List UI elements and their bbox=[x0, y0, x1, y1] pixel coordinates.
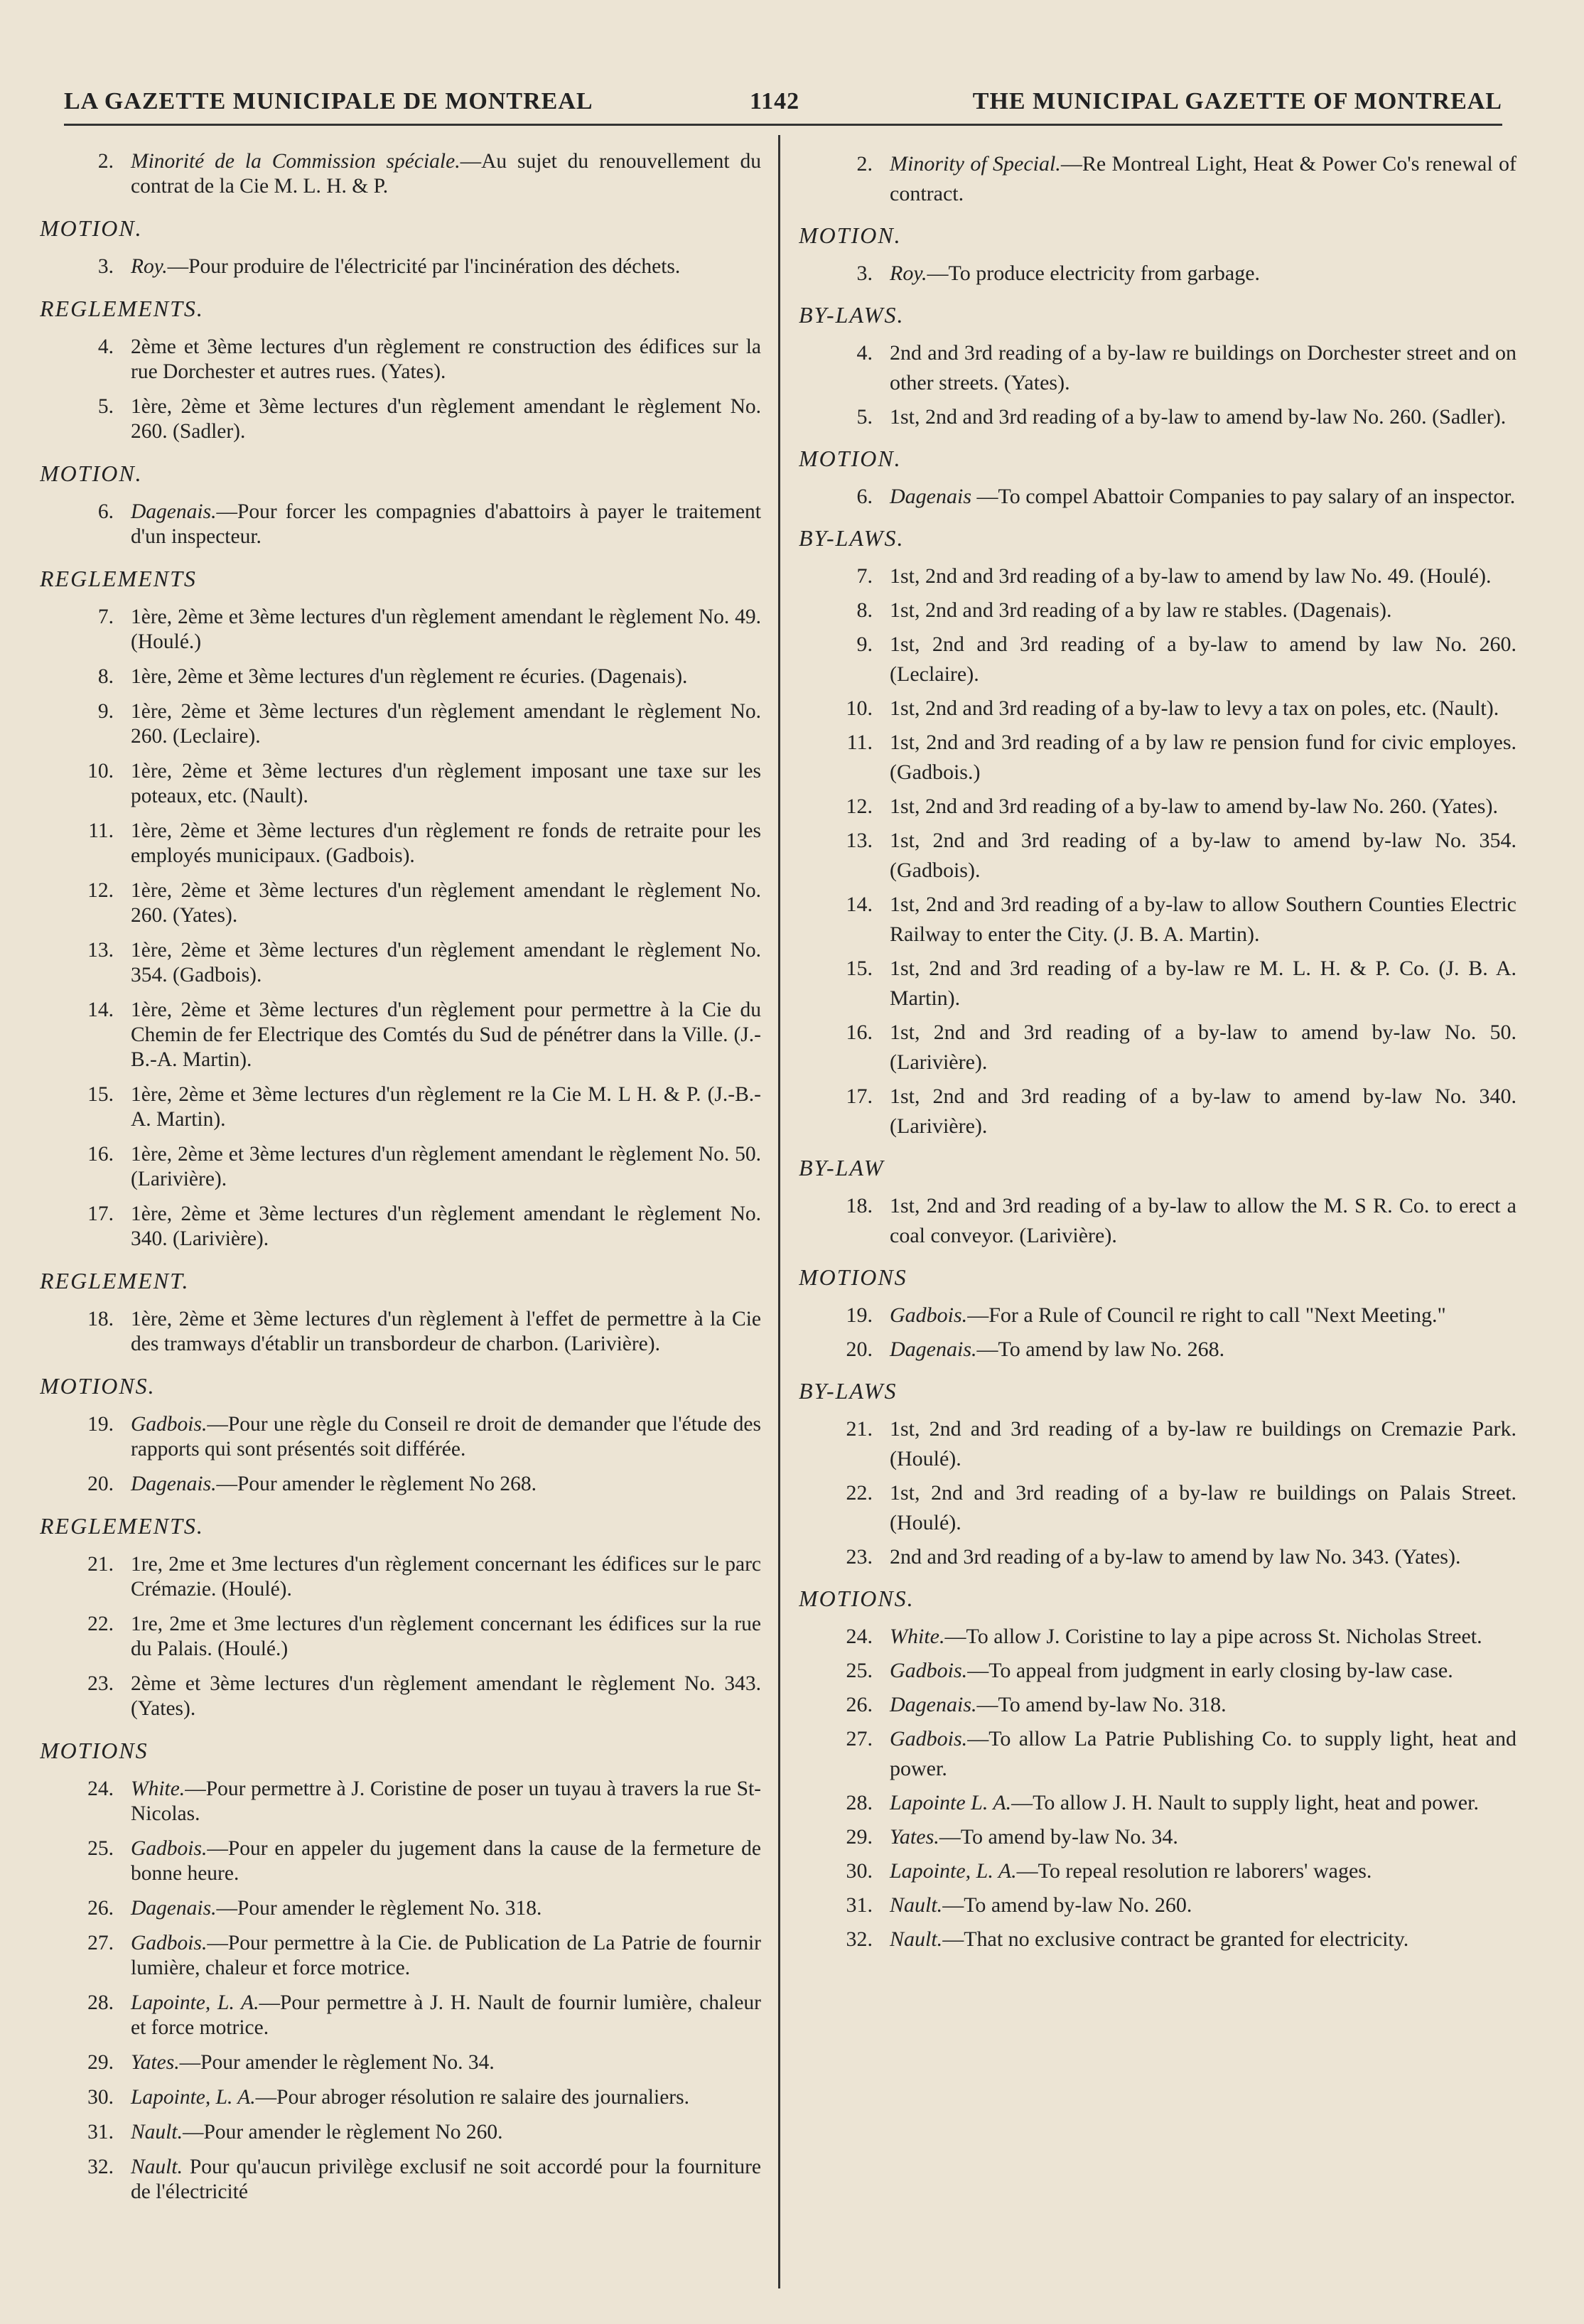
agenda-item bbox=[40, 878, 761, 928]
item-body bbox=[131, 819, 761, 868]
agenda-item bbox=[40, 2155, 761, 2205]
item-body bbox=[131, 1202, 761, 1252]
item-text: 2ème et 3ème lectures d'un règlement re construction des édifices sur la rue Dorchester et autres rues. (Yates). bbox=[131, 335, 761, 383]
section-heading: MOTION. bbox=[40, 461, 143, 486]
agenda-item bbox=[40, 1836, 761, 1886]
item-number: 13. bbox=[846, 829, 873, 852]
agenda-item bbox=[40, 998, 761, 1072]
item-mover-name: Roy. bbox=[890, 262, 927, 285]
item-number: 27. bbox=[846, 1727, 873, 1750]
item-text: 1re, 2me et 3me lectures d'un règlement concernant les édifices sur le parc Crémazie. (Houlé). bbox=[131, 1553, 761, 1601]
item-mover-name: Lapointe, L. A. bbox=[131, 2086, 256, 2109]
agenda-item bbox=[40, 665, 761, 689]
item-number: 20. bbox=[87, 1473, 114, 1495]
item-text: —To amend by law No. 268. bbox=[976, 1338, 1225, 1361]
item-text: —Pour abroger résolution re salaire des journaliers. bbox=[255, 2086, 689, 2109]
item-mover-name: Dagenais. bbox=[131, 1473, 217, 1495]
item-text: —To amend by-law No. 318. bbox=[976, 1693, 1227, 1716]
section-heading: MOTIONS bbox=[40, 1738, 149, 1763]
item-number: 19. bbox=[846, 1303, 873, 1327]
item-number: 2. bbox=[97, 150, 114, 173]
item-body bbox=[131, 605, 761, 655]
item-number: 32. bbox=[87, 2156, 114, 2178]
item-text: —Pour amender le règlement No. 318. bbox=[216, 1897, 542, 1920]
agenda-item bbox=[799, 890, 1516, 949]
item-text: —Pour amender le règlement No 260. bbox=[182, 2121, 503, 2143]
agenda-item bbox=[799, 338, 1516, 398]
item-body bbox=[890, 1822, 1516, 1852]
item-text: —To amend by-law No. 260. bbox=[942, 1893, 1192, 1917]
agenda-item bbox=[40, 1777, 761, 1827]
agenda-item bbox=[40, 500, 761, 549]
agenda-item bbox=[40, 1991, 761, 2040]
item-mover-name: Minority of Special. bbox=[890, 152, 1061, 176]
item-body bbox=[131, 254, 761, 279]
item-body bbox=[890, 1925, 1516, 1954]
section-heading: BY-LAWS. bbox=[799, 302, 905, 328]
item-body bbox=[131, 1307, 761, 1357]
item-text: —Pour permettre à la Cie. de Publication de La Patrie de fournir lumière, chaleur et force motrice. bbox=[131, 1932, 761, 1979]
item-text: —Pour permettre à J. H. Nault de fournir lumière, chaleur et force motrice. bbox=[131, 1991, 761, 2039]
agenda-item bbox=[40, 149, 761, 199]
agenda-item bbox=[40, 1552, 761, 1602]
item-text: —Pour produire de l'électricité par l'incinération des déchets. bbox=[167, 255, 681, 278]
item-text: 1st, 2nd and 3rd reading of a by-law to amend by-law No. 354. (Gadbois). bbox=[890, 829, 1516, 882]
item-number: 11. bbox=[846, 731, 873, 754]
item-body bbox=[890, 596, 1516, 625]
item-number: 25. bbox=[87, 1837, 114, 1860]
item-body bbox=[890, 482, 1516, 512]
item-number: 25. bbox=[846, 1659, 873, 1682]
agenda-item bbox=[40, 254, 761, 279]
item-body bbox=[890, 1656, 1516, 1686]
item-mover-name: Dagenais. bbox=[890, 1693, 977, 1716]
item-body bbox=[131, 1991, 761, 2040]
agenda-item bbox=[799, 561, 1516, 591]
item-text: —That no exclusive contract be granted for electricity. bbox=[942, 1927, 1409, 1951]
item-text: 1st, 2nd and 3rd reading of a by-law re buildings on Cremazie Park. (Houlé). bbox=[890, 1417, 1516, 1470]
item-body bbox=[131, 1472, 761, 1497]
header-title-french: LA GAZETTE MUNICIPALE DE MONTREAL bbox=[64, 88, 593, 114]
item-text: 2nd and 3rd reading of a by-law to amend by law No. 343. (Yates). bbox=[890, 1545, 1461, 1569]
item-number: 17. bbox=[87, 1203, 114, 1225]
item-body bbox=[131, 1672, 761, 1721]
item-mover-name: Dagenais bbox=[890, 485, 971, 508]
section-heading: MOTION. bbox=[799, 222, 902, 248]
agenda-item bbox=[799, 1788, 1516, 1818]
item-number: 31. bbox=[846, 1893, 873, 1917]
item-body bbox=[890, 561, 1516, 591]
section-heading: REGLEMENTS. bbox=[40, 1513, 204, 1539]
item-mover-name: Lapointe, L. A. bbox=[131, 1991, 259, 2014]
item-text: —To appeal from judgment in early closing by-law case. bbox=[967, 1659, 1453, 1682]
item-text: —To allow La Patrie Publishing Co. to supply light, heat and power. bbox=[890, 1727, 1516, 1780]
item-body bbox=[131, 2085, 761, 2110]
item-text: 1ère, 2ème et 3ème lectures d'un règlement re fonds de retraite pour les employés municipaux. (Gadbois). bbox=[131, 819, 761, 867]
agenda-item bbox=[799, 1542, 1516, 1572]
item-body bbox=[890, 1890, 1516, 1920]
item-body bbox=[890, 728, 1516, 787]
item-body bbox=[890, 402, 1516, 432]
item-mover-name: Gadbois. bbox=[890, 1659, 968, 1682]
section-heading: REGLEMENTS bbox=[40, 566, 197, 591]
agenda-item bbox=[799, 1690, 1516, 1720]
item-body bbox=[890, 826, 1516, 886]
item-number: 30. bbox=[87, 2086, 114, 2109]
item-body bbox=[131, 759, 761, 809]
item-number: 9. bbox=[97, 700, 114, 723]
item-number: 4. bbox=[856, 341, 873, 365]
item-number: 8. bbox=[856, 598, 873, 622]
item-text: 1ère, 2ème et 3ème lectures d'un règlement amendant le règlement No. 354. (Gadbois). bbox=[131, 939, 761, 986]
agenda-item bbox=[799, 1414, 1516, 1474]
agenda-item bbox=[799, 482, 1516, 512]
item-number: 28. bbox=[846, 1791, 873, 1814]
item-mover-name: Gadbois. bbox=[131, 1413, 208, 1436]
item-number: 14. bbox=[846, 893, 873, 916]
item-body bbox=[131, 938, 761, 988]
item-text: 1ère, 2ème et 3ème lectures d'un règlement imposant une taxe sur les poteaux, etc. (Nault). bbox=[131, 760, 761, 807]
english-column bbox=[799, 149, 1516, 2274]
item-number: 18. bbox=[87, 1308, 114, 1330]
item-text: 1ère, 2ème et 3ème lectures d'un règlement re écuries. (Dagenais). bbox=[131, 665, 688, 688]
item-mover-name: Minorité de la Commission spéciale. bbox=[131, 150, 460, 173]
item-body bbox=[131, 2120, 761, 2145]
item-mover-name: Dagenais. bbox=[890, 1338, 977, 1361]
item-body bbox=[890, 1018, 1516, 1077]
item-body bbox=[890, 149, 1516, 209]
item-body bbox=[890, 1788, 1516, 1818]
item-number: 21. bbox=[87, 1553, 114, 1576]
item-body bbox=[131, 1931, 761, 1981]
item-body bbox=[131, 1412, 761, 1462]
item-text: —Pour une règle du Conseil re droit de demander que l'étude des rapports qui sont présentés soit différée. bbox=[131, 1413, 761, 1460]
item-body bbox=[131, 1082, 761, 1132]
agenda-item bbox=[40, 1082, 761, 1132]
item-number: 17. bbox=[846, 1085, 873, 1108]
item-number: 9. bbox=[856, 633, 873, 656]
agenda-item bbox=[40, 1202, 761, 1252]
item-text: 1st, 2nd and 3rd reading of a by-law to amend by-law No. 340. (Larivière). bbox=[890, 1085, 1516, 1138]
agenda-item bbox=[40, 2050, 761, 2075]
french-column bbox=[40, 149, 761, 2274]
item-body bbox=[131, 1836, 761, 1886]
agenda-item bbox=[799, 954, 1516, 1013]
item-mover-name: Yates. bbox=[890, 1825, 939, 1849]
item-mover-name: Nault. bbox=[890, 1927, 943, 1951]
item-body bbox=[890, 259, 1516, 289]
agenda-item bbox=[40, 605, 761, 655]
item-text: 1re, 2me et 3me lectures d'un règlement concernant les édifices sur la rue du Palais. (Houlé.) bbox=[131, 1613, 761, 1660]
item-number: 7. bbox=[856, 564, 873, 588]
column-divider bbox=[778, 135, 780, 2288]
agenda-item bbox=[40, 1142, 761, 1192]
item-text: —To produce electricity from garbage. bbox=[927, 262, 1261, 285]
item-text: —For a Rule of Council re right to call "Next Meeting." bbox=[967, 1303, 1446, 1327]
item-mover-name: Dagenais. bbox=[131, 500, 217, 523]
agenda-item bbox=[799, 1890, 1516, 1920]
section-heading: MOTIONS. bbox=[799, 1586, 915, 1611]
item-number: 6. bbox=[97, 500, 114, 523]
agenda-item bbox=[799, 1656, 1516, 1686]
section-heading: MOTION. bbox=[799, 446, 902, 471]
item-number: 32. bbox=[846, 1927, 873, 1951]
item-number: 24. bbox=[87, 1777, 114, 1800]
item-number: 31. bbox=[87, 2121, 114, 2143]
item-number: 20. bbox=[846, 1338, 873, 1361]
item-number: 3. bbox=[856, 262, 873, 285]
agenda-item bbox=[799, 1925, 1516, 1954]
item-body bbox=[131, 149, 761, 199]
item-number: 16. bbox=[87, 1143, 114, 1166]
agenda-item bbox=[40, 1472, 761, 1497]
item-text: 2nd and 3rd reading of a by-law re buildings on Dorchester street and on other streets. (Yates). bbox=[890, 341, 1516, 394]
item-number: 23. bbox=[846, 1545, 873, 1569]
item-number: 18. bbox=[846, 1194, 873, 1217]
item-number: 15. bbox=[846, 957, 873, 980]
item-text: 1st, 2nd and 3rd reading of a by-law to allow the M. S R. Co. to erect a coal conveyor. (Larivière). bbox=[890, 1194, 1516, 1247]
agenda-item bbox=[799, 1018, 1516, 1077]
item-text: 1ère, 2ème et 3ème lectures d'un règlement amendant le règlement No. 340. (Larivière). bbox=[131, 1203, 761, 1250]
item-mover-name: Lapointe, L. A. bbox=[890, 1859, 1017, 1883]
agenda-item bbox=[799, 402, 1516, 432]
item-body bbox=[131, 1612, 761, 1662]
agenda-item bbox=[799, 259, 1516, 289]
item-body bbox=[890, 1082, 1516, 1141]
agenda-item bbox=[40, 1307, 761, 1357]
item-text: —To allow J. H. Nault to supply light, heat and power. bbox=[1011, 1791, 1479, 1814]
section-heading: MOTIONS bbox=[799, 1264, 907, 1290]
item-body bbox=[890, 630, 1516, 689]
item-number: 7. bbox=[97, 606, 114, 628]
item-number: 27. bbox=[87, 1932, 114, 1954]
agenda-item bbox=[799, 596, 1516, 625]
item-number: 15. bbox=[87, 1083, 114, 1106]
item-body bbox=[131, 878, 761, 928]
item-body bbox=[890, 1335, 1516, 1365]
agenda-item bbox=[40, 938, 761, 988]
item-text: 1st, 2nd and 3rd reading of a by-law to amend by-law No. 260. (Sadler). bbox=[890, 405, 1507, 429]
item-number: 13. bbox=[87, 939, 114, 962]
item-text: 1st, 2nd and 3rd reading of a by law re stables. (Dagenais). bbox=[890, 598, 1392, 622]
section-heading: BY-LAW bbox=[799, 1155, 885, 1180]
agenda-item bbox=[799, 1856, 1516, 1886]
item-mover-name: Nault. bbox=[131, 2156, 183, 2178]
item-body bbox=[890, 1622, 1516, 1652]
item-text: —Pour amender le règlement No 268. bbox=[216, 1473, 537, 1495]
item-body bbox=[131, 394, 761, 444]
agenda-item bbox=[799, 826, 1516, 886]
section-heading: REGLEMENTS. bbox=[40, 296, 204, 321]
item-body bbox=[890, 792, 1516, 822]
item-text: 2ème et 3ème lectures d'un règlement amendant le règlement No. 343. (Yates). bbox=[131, 1672, 761, 1720]
item-body bbox=[131, 2155, 761, 2205]
item-text: —To allow J. Coristine to lay a pipe across St. Nicholas Street. bbox=[944, 1625, 1482, 1648]
item-body bbox=[890, 890, 1516, 949]
item-mover-name: Nault. bbox=[131, 2121, 183, 2143]
item-text: 1st, 2nd and 3rd reading of a by-law to amend by law No. 260. (Leclaire). bbox=[890, 633, 1516, 686]
item-text: 1st, 2nd and 3rd reading of a by-law to levy a tax on poles, etc. (Nault). bbox=[890, 696, 1499, 720]
section-heading: MOTIONS. bbox=[40, 1373, 156, 1399]
agenda-item bbox=[799, 792, 1516, 822]
item-body bbox=[890, 1690, 1516, 1720]
item-body bbox=[890, 1542, 1516, 1572]
item-number: 2. bbox=[856, 152, 873, 176]
item-number: 6. bbox=[856, 485, 873, 508]
item-number: 12. bbox=[87, 879, 114, 902]
item-number: 19. bbox=[87, 1413, 114, 1436]
agenda-item bbox=[40, 1896, 761, 1921]
item-text: —Pour amender le règlement No. 34. bbox=[179, 2051, 495, 2074]
item-number: 5. bbox=[97, 395, 114, 418]
item-text: —Pour permettre à J. Coristine de poser un tuyau à travers la rue St-Nicolas. bbox=[131, 1777, 761, 1825]
item-mover-name: White. bbox=[131, 1777, 185, 1800]
item-mover-name: White. bbox=[890, 1625, 945, 1648]
section-heading: BY-LAWS. bbox=[799, 525, 905, 551]
item-body bbox=[890, 694, 1516, 723]
agenda-item bbox=[40, 394, 761, 444]
agenda-item bbox=[799, 1301, 1516, 1330]
agenda-item bbox=[799, 1724, 1516, 1784]
agenda-item bbox=[799, 1822, 1516, 1852]
agenda-item bbox=[40, 759, 761, 809]
item-body bbox=[890, 954, 1516, 1013]
item-body bbox=[131, 2050, 761, 2075]
item-text: —To amend by-law No. 34. bbox=[939, 1825, 1178, 1849]
item-text: —Pour forcer les compagnies d'abattoirs à payer le traitement d'un inspecteur. bbox=[131, 500, 761, 548]
item-text: —Re Montreal Light, Heat & Power Co's renewal of contract. bbox=[890, 152, 1516, 205]
item-number: 14. bbox=[87, 999, 114, 1021]
agenda-item bbox=[40, 819, 761, 868]
agenda-item bbox=[799, 630, 1516, 689]
item-text: 1ère, 2ème et 3ème lectures d'un règlement à l'effet de permettre à la Cie des tramways d'établir un transbordeur de charbon. (Larivière). bbox=[131, 1308, 761, 1355]
item-number: 10. bbox=[87, 760, 114, 782]
item-text: 1st, 2nd and 3rd reading of a by-law to allow Southern Counties Electric Railway to enter the City. (J. B. A. Martin). bbox=[890, 893, 1516, 946]
item-number: 10. bbox=[846, 696, 873, 720]
item-number: 22. bbox=[846, 1481, 873, 1505]
agenda-item bbox=[40, 2120, 761, 2145]
item-text: —Au sujet du renouvellement du contrat de la Cie M. L. H. & P. bbox=[131, 150, 761, 198]
item-body bbox=[131, 665, 761, 689]
item-body bbox=[131, 500, 761, 549]
agenda-item bbox=[799, 1191, 1516, 1251]
item-mover-name: Gadbois. bbox=[890, 1303, 968, 1327]
item-text: 1ère, 2ème et 3ème lectures d'un règlement amendant le règlement No. 260. (Sadler). bbox=[131, 395, 761, 443]
agenda-item bbox=[799, 728, 1516, 787]
item-mover-name: Roy. bbox=[131, 255, 168, 278]
item-text: Pour qu'aucun privilège exclusif ne soit accordé pour la fourniture de l'électricité bbox=[131, 2156, 761, 2203]
item-text: 1ère, 2ème et 3ème lectures d'un règlement pour permettre à la Cie du Chemin de fer Electrique des Comtés du Sud de pénétrer dans la Ville. (J.-B.-A. Martin). bbox=[131, 999, 761, 1071]
item-body bbox=[890, 338, 1516, 398]
agenda-item bbox=[40, 1412, 761, 1462]
item-number: 23. bbox=[87, 1672, 114, 1695]
agenda-item bbox=[799, 1622, 1516, 1652]
section-heading: MOTION. bbox=[40, 215, 143, 241]
item-number: 5. bbox=[856, 405, 873, 429]
item-text: 1st, 2nd and 3rd reading of a by-law re buildings on Palais Street. (Houlé). bbox=[890, 1481, 1516, 1534]
agenda-item bbox=[40, 1612, 761, 1662]
item-text: 1st, 2nd and 3rd reading of a by law re pension fund for civic employes. (Gadbois.) bbox=[890, 731, 1516, 784]
item-text: 1ère, 2ème et 3ème lectures d'un règlement amendant le règlement No. 50. (Larivière). bbox=[131, 1143, 761, 1190]
item-number: 21. bbox=[846, 1417, 873, 1441]
item-body bbox=[890, 1301, 1516, 1330]
item-mover-name: Yates. bbox=[131, 2051, 180, 2074]
agenda-item bbox=[40, 699, 761, 749]
agenda-item bbox=[799, 694, 1516, 723]
item-body bbox=[890, 1191, 1516, 1251]
item-number: 26. bbox=[87, 1897, 114, 1920]
item-text: 1st, 2nd and 3rd reading of a by-law re M. L. H. & P. Co. (J. B. A. Martin). bbox=[890, 957, 1516, 1010]
section-heading: REGLEMENT. bbox=[40, 1268, 190, 1293]
item-number: 16. bbox=[846, 1021, 873, 1044]
item-body bbox=[890, 1478, 1516, 1538]
item-mover-name: Gadbois. bbox=[890, 1727, 968, 1750]
item-number: 11. bbox=[88, 819, 114, 842]
agenda-item bbox=[799, 1082, 1516, 1141]
item-text: 1st, 2nd and 3rd reading of a by-law to amend by-law No. 260. (Yates). bbox=[890, 795, 1498, 818]
item-mover-name: Nault. bbox=[890, 1893, 943, 1917]
item-body bbox=[131, 1552, 761, 1602]
page-header bbox=[64, 84, 1502, 126]
item-body bbox=[131, 1142, 761, 1192]
item-text: 1ère, 2ème et 3ème lectures d'un règlement amendant le règlement No. 260. (Leclaire). bbox=[131, 700, 761, 748]
item-text: —To repeal resolution re laborers' wages. bbox=[1016, 1859, 1372, 1883]
item-number: 12. bbox=[846, 795, 873, 818]
item-body bbox=[131, 335, 761, 384]
item-number: 30. bbox=[846, 1859, 873, 1883]
page-number: 1142 bbox=[750, 88, 800, 114]
item-body bbox=[890, 1724, 1516, 1784]
header-title-english: THE MUNICIPAL GAZETTE OF MONTREAL bbox=[972, 88, 1502, 114]
item-body bbox=[131, 998, 761, 1072]
item-body bbox=[890, 1856, 1516, 1886]
item-number: 4. bbox=[97, 335, 114, 358]
item-mover-name: Gadbois. bbox=[131, 1932, 208, 1954]
item-body bbox=[890, 1414, 1516, 1474]
item-number: 26. bbox=[846, 1693, 873, 1716]
item-number: 28. bbox=[87, 1991, 114, 2014]
item-number: 3. bbox=[97, 255, 114, 278]
item-mover-name: Lapointe L. A. bbox=[890, 1791, 1012, 1814]
agenda-item bbox=[40, 335, 761, 384]
agenda-item bbox=[799, 149, 1516, 209]
agenda-item bbox=[40, 1672, 761, 1721]
item-mover-name: Dagenais. bbox=[131, 1897, 217, 1920]
item-text: 1ère, 2ème et 3ème lectures d'un règlement amendant le règlement No. 260. (Yates). bbox=[131, 879, 761, 927]
item-mover-name: Gadbois. bbox=[131, 1837, 208, 1860]
item-text: 1ère, 2ème et 3ème lectures d'un règlement re la Cie M. L H. & P. (J.-B.-A. Martin). bbox=[131, 1083, 761, 1131]
item-body bbox=[131, 1896, 761, 1921]
item-number: 22. bbox=[87, 1613, 114, 1635]
agenda-item bbox=[40, 1931, 761, 1981]
item-number: 24. bbox=[846, 1625, 873, 1648]
item-text: 1st, 2nd and 3rd reading of a by-law to amend by-law No. 50. (Larivière). bbox=[890, 1021, 1516, 1074]
item-body bbox=[131, 1777, 761, 1827]
agenda-item bbox=[799, 1335, 1516, 1365]
item-text: —To compel Abattoir Companies to pay salary of an inspector. bbox=[971, 485, 1516, 508]
item-body bbox=[131, 699, 761, 749]
section-heading: BY-LAWS bbox=[799, 1378, 898, 1404]
agenda-item bbox=[40, 2085, 761, 2110]
item-text: 1st, 2nd and 3rd reading of a by-law to amend by law No. 49. (Houlé). bbox=[890, 564, 1492, 588]
item-number: 8. bbox=[97, 665, 114, 688]
item-text: —Pour en appeler du jugement dans la cause de la fermeture de bonne heure. bbox=[131, 1837, 761, 1885]
item-text: 1ère, 2ème et 3ème lectures d'un règlement amendant le règlement No. 49. (Houlé.) bbox=[131, 606, 761, 653]
item-number: 29. bbox=[846, 1825, 873, 1849]
item-number: 29. bbox=[87, 2051, 114, 2074]
agenda-item bbox=[799, 1478, 1516, 1538]
